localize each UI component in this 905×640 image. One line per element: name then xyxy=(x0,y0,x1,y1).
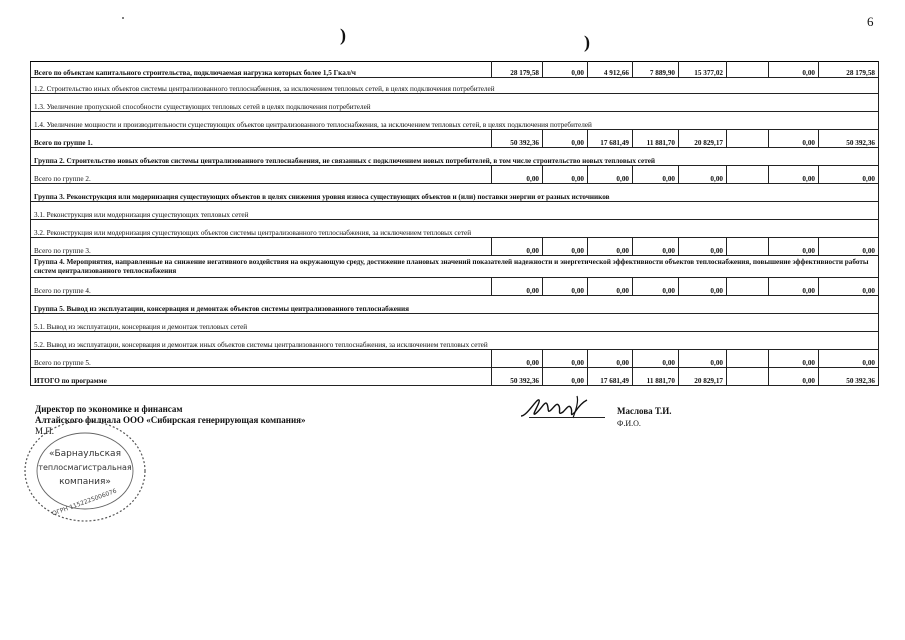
row-label: ИТОГО по программе xyxy=(31,368,492,386)
table-row xyxy=(31,78,879,94)
cell-value: 50 392,36 xyxy=(819,130,879,148)
group-heading: Группа 2. Строительство новых объектов системы централизованного теплоснабжения, не связанных с подключением новых потребителей, в том числе строительство новых тепловых сетей xyxy=(31,148,879,166)
cell-value xyxy=(727,238,769,256)
signatory-organization: Алтайского филиала ООО «Сибирская генерирующая компания» xyxy=(35,415,306,425)
cell-value: 0,00 xyxy=(679,278,727,296)
table-row xyxy=(31,332,879,350)
table-row xyxy=(31,368,879,386)
table-row xyxy=(31,238,879,256)
cell-value: 0,00 xyxy=(819,278,879,296)
table-row xyxy=(31,278,879,296)
cell-value: 4 912,66 xyxy=(588,62,633,78)
row-label: Всего по объектам капитального строительства, подключаемая нагрузка которых более 1,5 Гкал/ч xyxy=(31,62,492,78)
company-stamp xyxy=(20,416,150,526)
cell-value: 20 829,17 xyxy=(679,368,727,386)
cell-value: 28 179,58 xyxy=(492,62,543,78)
table-row xyxy=(31,350,879,368)
cell-value xyxy=(727,368,769,386)
cell-value: 0,00 xyxy=(492,238,543,256)
section-heading: 5.2. Вывод из эксплуатации, консервация и демонтаж иных объектов системы централизованного теплоснабжения, за исключением тепловых сетей xyxy=(31,332,879,350)
signature-line xyxy=(529,417,605,418)
cell-value: 50 392,36 xyxy=(492,130,543,148)
table-row xyxy=(31,220,879,238)
cell-value: 0,00 xyxy=(769,62,819,78)
cell-value: 0,00 xyxy=(543,130,588,148)
row-label: Всего по группе 2. xyxy=(31,166,492,184)
cell-value: 0,00 xyxy=(633,278,679,296)
section-heading: 5.1. Вывод из эксплуатации, консервация и демонтаж тепловых сетей xyxy=(31,314,879,332)
cell-value: 50 392,36 xyxy=(492,368,543,386)
section-heading: 1.3. Увеличение пропускной способности существующих тепловых сетей в целях подключения потребителей xyxy=(31,94,879,112)
cell-value: 0,00 xyxy=(769,368,819,386)
cell-value: 0,00 xyxy=(633,350,679,368)
cell-value: 17 681,49 xyxy=(588,368,633,386)
cell-value: 0,00 xyxy=(769,238,819,256)
cell-value: 0,00 xyxy=(543,278,588,296)
row-label: Всего по группе 3. xyxy=(31,238,492,256)
group-heading: Группа 5. Вывод из эксплуатации, консервация и демонтаж объектов системы централизованного теплоснабжения xyxy=(31,296,879,314)
cell-value: 0,00 xyxy=(543,62,588,78)
cell-value: 7 889,90 xyxy=(633,62,679,78)
table-row xyxy=(31,184,879,202)
cell-value: 0,00 xyxy=(679,238,727,256)
row-label: Всего по группе 1. xyxy=(31,130,492,148)
cell-value xyxy=(727,130,769,148)
cell-value: 0,00 xyxy=(633,166,679,184)
cell-value: 0,00 xyxy=(679,350,727,368)
row-label: Всего по группе 4. xyxy=(31,278,492,296)
section-heading: 1.4. Увеличение мощности и производительности существующих объектов централизованного теплоснабжения, за исключением тепловых сетей, в целях подключения потребителей xyxy=(31,112,879,130)
section-heading: 3.1. Реконструкция или модернизация существующих тепловых сетей xyxy=(31,202,879,220)
cell-value: 0,00 xyxy=(633,238,679,256)
cell-value: 0,00 xyxy=(492,166,543,184)
cell-value: 0,00 xyxy=(819,238,879,256)
fio-label: Ф.И.О. xyxy=(617,419,641,428)
table-row xyxy=(31,314,879,332)
cell-value: 0,00 xyxy=(543,238,588,256)
table-row xyxy=(31,166,879,184)
table-row xyxy=(31,148,879,166)
stamp-text: теплосмагистральная xyxy=(38,463,132,472)
cell-value: 20 829,17 xyxy=(679,130,727,148)
page-number: 6 xyxy=(867,14,874,29)
table-row xyxy=(31,62,879,78)
cell-value: 0,00 xyxy=(588,238,633,256)
cell-value xyxy=(727,278,769,296)
cell-value: 0,00 xyxy=(492,278,543,296)
group-heading: Группа 4. Мероприятия, направленные на снижение негативного воздействия на окружающую среду, достижение плановых значений показателей надежности и энергетической эффективности объектов теплоснабжения, повышение эффективности работы систем централизованного теплоснабжения xyxy=(31,256,879,278)
cell-value: 0,00 xyxy=(819,350,879,368)
cell-value: 11 881,70 xyxy=(633,368,679,386)
cell-value: 15 377,02 xyxy=(679,62,727,78)
table-row xyxy=(31,202,879,220)
signer-name: Маслова Т.И. xyxy=(617,406,672,416)
group-heading: Группа 3. Реконструкция или модернизация существующих объектов в целях снижения уровня износа существующих объектов и (или) поставки энергии от разных источников xyxy=(31,184,879,202)
cell-value: 17 681,49 xyxy=(588,130,633,148)
section-heading: 1.2. Строительство иных объектов системы централизованного теплоснабжения, за исключением тепловых сетей, в целях подключения потребителей xyxy=(31,78,879,94)
cell-value: 0,00 xyxy=(679,166,727,184)
cell-value: 0,00 xyxy=(769,350,819,368)
section-heading: 3.2. Реконструкция или модернизация существующих объектов системы централизованного теплоснабжения, за исключением тепловых сетей xyxy=(31,220,879,238)
cell-value: 0,00 xyxy=(819,166,879,184)
stamp-text: компания» xyxy=(59,477,111,487)
scan-speck xyxy=(122,17,124,19)
cell-value: 50 392,36 xyxy=(819,368,879,386)
cell-value: 0,00 xyxy=(588,166,633,184)
cell-value xyxy=(727,62,769,78)
cell-value: 0,00 xyxy=(769,166,819,184)
cell-value xyxy=(727,350,769,368)
stamp-text: «Барнаульская xyxy=(48,449,122,459)
cell-value xyxy=(727,166,769,184)
cell-value: 0,00 xyxy=(492,350,543,368)
table-row xyxy=(31,296,879,314)
cell-value: 0,00 xyxy=(588,350,633,368)
row-label: Всего по группе 5. xyxy=(31,350,492,368)
table-row xyxy=(31,94,879,112)
scan-mark-paren: ) xyxy=(584,32,590,52)
seal-place-label: М.П. xyxy=(35,426,55,436)
cell-value: 0,00 xyxy=(543,368,588,386)
investment-program-table xyxy=(30,61,879,386)
signatory-position: Директор по экономике и финансам xyxy=(35,404,183,414)
cell-value: 0,00 xyxy=(543,350,588,368)
table-row xyxy=(31,112,879,130)
cell-value: 0,00 xyxy=(543,166,588,184)
cell-value: 28 179,58 xyxy=(819,62,879,78)
cell-value: 11 881,70 xyxy=(633,130,679,148)
cell-value: 0,00 xyxy=(588,278,633,296)
cell-value: 0,00 xyxy=(769,278,819,296)
table-row xyxy=(31,130,879,148)
scan-mark-paren: ) xyxy=(340,25,346,45)
cell-value: 0,00 xyxy=(769,130,819,148)
table-row xyxy=(31,256,879,278)
stamp-ogrn: ОГРН 1152225006076 xyxy=(51,487,118,518)
